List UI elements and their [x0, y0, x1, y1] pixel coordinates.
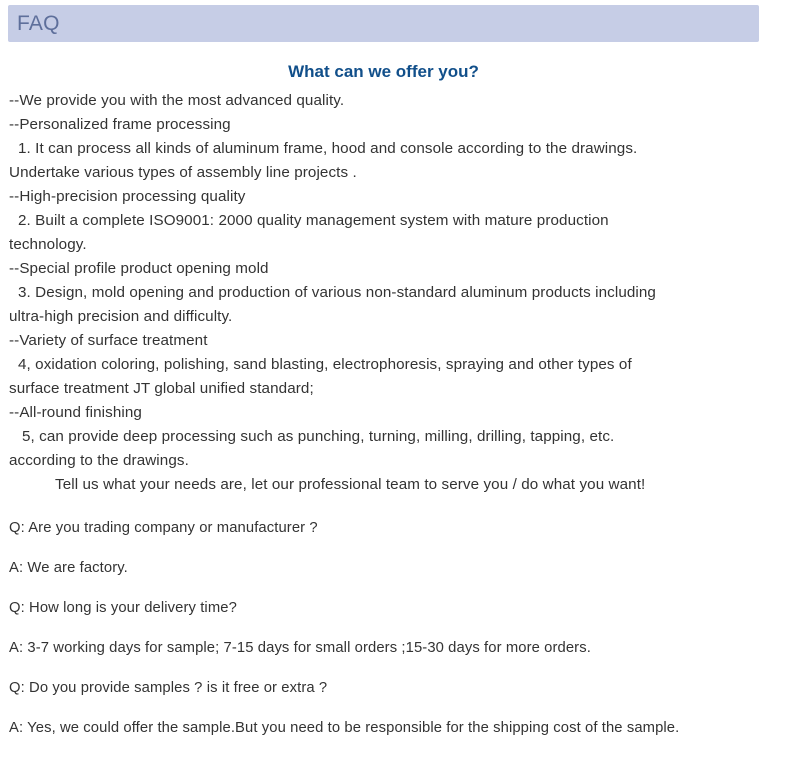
faq-answer: A: 3-7 working days for sample; 7-15 days for small orders ;15-30 days for more orders. [9, 640, 591, 656]
offer-line: ultra-high precision and difficulty. [9, 308, 233, 325]
faq-question: Q: Are you trading company or manufacturer ? [9, 520, 318, 536]
offer-line: 5, can provide deep processing such as punching, turning, milling, drilling, tapping, etc. [22, 428, 615, 445]
offer-line: 4, oxidation coloring, polishing, sand blasting, electrophoresis, spraying and other types of [18, 356, 632, 373]
faq-question: Q: Do you provide samples ? is it free or extra ? [9, 680, 328, 696]
offer-list [9, 89, 779, 473]
offer-line: --Personalized frame processing [9, 116, 231, 133]
faq-title: FAQ [17, 11, 60, 35]
offer-line: 1. It can process all kinds of aluminum frame, hood and console according to the drawings. [18, 140, 638, 157]
offer-line: Undertake various types of assembly line projects . [9, 164, 357, 181]
faq-answer: A: Yes, we could offer the sample.But you need to be responsible for the shipping cost of the sample. [9, 720, 680, 736]
closing-statement: Tell us what your needs are, let our professional team to serve you / do what you want! [55, 476, 646, 493]
offer-line: technology. [9, 236, 87, 253]
offer-line: --All-round finishing [9, 404, 142, 421]
offer-line: --Special profile product opening mold [9, 260, 269, 277]
offer-line: according to the drawings. [9, 452, 189, 469]
offer-line: --We provide you with the most advanced quality. [9, 92, 345, 109]
offer-line: surface treatment JT global unified standard; [9, 380, 314, 397]
offer-line: 3. Design, mold opening and production of various non-standard aluminum products including [18, 284, 656, 301]
faq-header-bar [8, 5, 759, 42]
faq-question: Q: How long is your delivery time? [9, 600, 237, 616]
offer-line: --High-precision processing quality [9, 188, 246, 205]
offer-line: --Variety of surface treatment [9, 332, 208, 349]
faq-answer: A: We are factory. [9, 560, 128, 576]
offer-line: 2. Built a complete ISO9001: 2000 quality management system with mature production [18, 212, 609, 229]
offer-heading: What can we offer you? [288, 62, 479, 81]
